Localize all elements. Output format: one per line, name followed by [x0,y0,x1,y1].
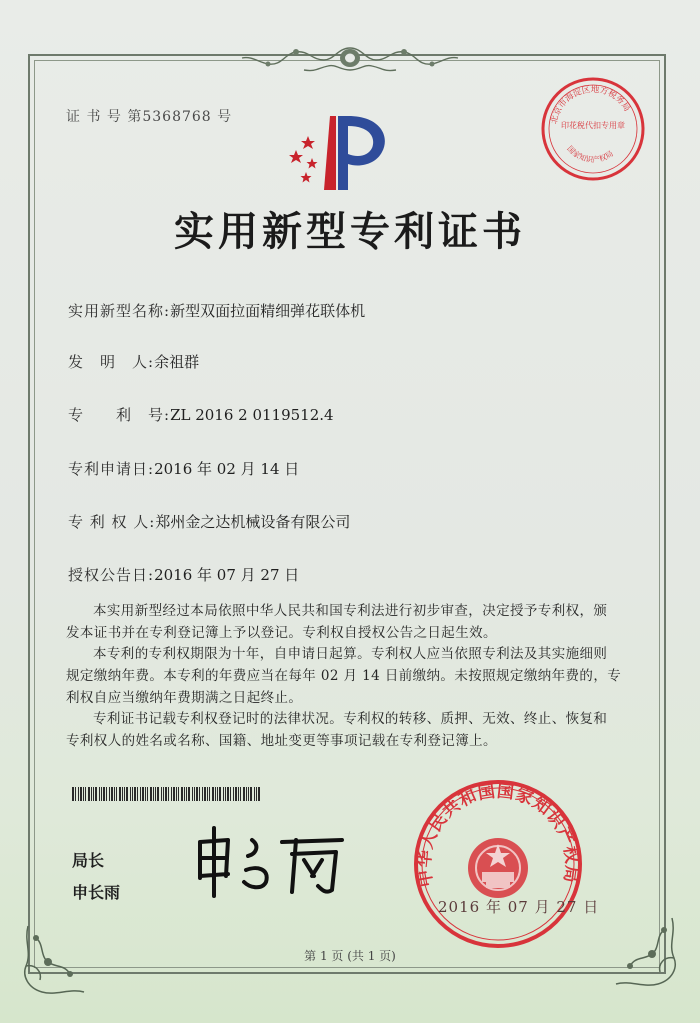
paragraph-line: 发本证书并在专利登记簿上予以登记。专利权自授权公告之日起生效。 [66,625,497,641]
paragraph-grant [66,600,622,644]
small-seal-top-text: 北京市海淀区地方税务局 [549,84,632,126]
seal-date: 2016 年 07 月 27 日 [438,898,600,916]
field-label: 授权公告日: [68,566,155,584]
field-inventor [68,351,199,372]
field-label: 专 利 号: [68,406,171,424]
big-seal-text: 中华人民共和国国家知识产权局 [414,781,582,889]
field-value: 新型双面拉面精细弹花联体机 [170,302,366,320]
paragraph-line: 利权自应当缴纳年费期满之日起终止。 [66,690,303,706]
field-value: 郑州金之达机械设备有限公司 [155,513,351,531]
paragraph-line: 本实用新型经过本局依照中华人民共和国专利法进行初步审查，决定授予专利权，颁 [93,603,608,619]
field-value: 余祖群 [154,353,200,371]
field-label: 专 利 权 人: [68,513,156,531]
certificate-number: 证 书 号 第5368768 号 [66,109,233,125]
paragraph-term [66,643,622,709]
director-title: 局长 [72,851,105,870]
paragraph-line: 专利权人的姓名或名称、国籍、地址变更等事项记载在专利登记簿上。 [66,733,497,749]
cnipa-logo-icon [286,110,402,194]
field-label: 专利申请日: [68,460,155,478]
field-patent-number [68,404,334,425]
paragraph-line: 规定缴纳年费。本专利的年费应当在每年 02 月 14 日前缴纳。未按照规定缴纳年费的，专 [66,668,622,684]
field-grant-date [68,564,299,585]
director-name: 申长雨 [72,883,121,902]
small-seal-bottom-text: 国家知识产权局 [565,144,615,165]
barcode-icon [72,787,262,801]
paragraph-line: 本专利的专利权期限为十年，自申请日起算。专利权人应当依照专利法及其实施细则 [93,646,608,662]
page-number: 第 1 页 (共 1 页) [304,949,396,963]
signature-icon [186,820,350,900]
field-label: 实用新型名称: [68,302,171,320]
field-application-date [68,458,299,479]
field-label: 发 明 人: [68,353,155,371]
field-patentee [68,511,350,532]
svg-text:国家知识产权局 [565,144,614,164]
field-utility-model-name [68,300,365,321]
page-title: 实用新型专利证书 [174,208,526,255]
field-value: 2016 年 07 月 27 日 [154,566,300,584]
national-emblem-seal-icon [412,778,584,950]
paragraph-line: 专利证书记载专利权登记时的法律状况。专利权的转移、质押、无效、终止、恢复和 [93,711,608,727]
floral-ornament-icon [238,42,462,76]
paragraph-legal-status [66,708,622,752]
field-value: 2016 年 02 月 14 日 [154,460,300,478]
small-seal-center-text: 印花税代扣专用章 [561,121,625,130]
tax-stamp-seal-icon [540,76,646,182]
field-value: ZL 2016 2 0119512.4 [170,406,334,424]
